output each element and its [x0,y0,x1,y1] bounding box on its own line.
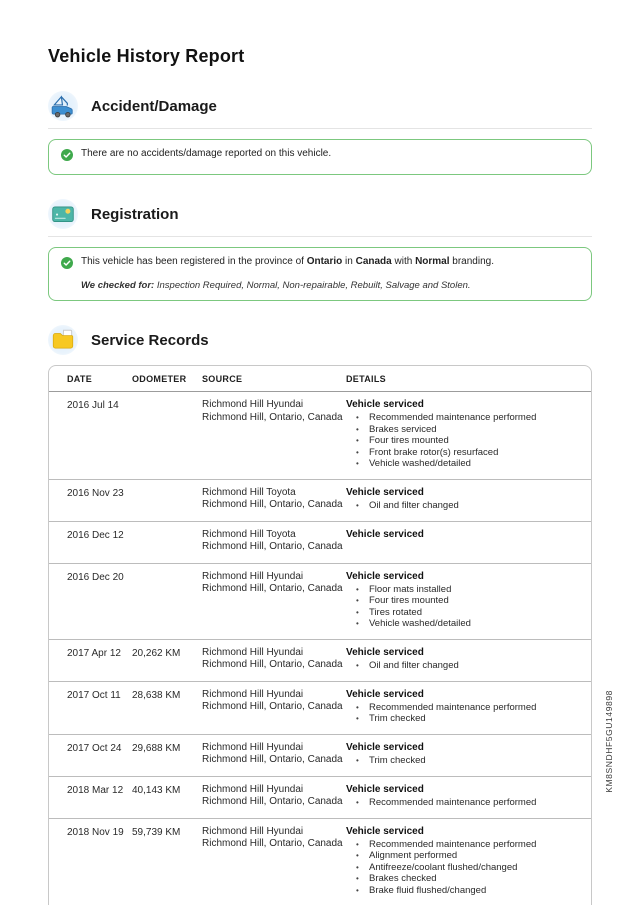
source-name: Richmond Hill Hyundai [202,784,346,797]
service-details [346,571,581,630]
source-name: Richmond Hill Hyundai [202,689,346,702]
bullet-icon: • [356,435,369,447]
service-date: 2016 Dec 20 [67,571,132,630]
bullet-icon: • [356,584,369,596]
registration-card-icon [48,199,78,229]
service-source [202,487,346,512]
service-date: 2016 Dec 12 [67,529,132,554]
details-item-text: Recommended maintenance performed [369,797,536,809]
source-name: Richmond Hill Toyota [202,529,346,542]
details-item [346,458,581,470]
source-location: Richmond Hill, Ontario, Canada [202,499,346,512]
details-item [346,435,581,447]
bullet-icon: • [356,412,369,424]
details-item-text: Tires rotated [369,607,422,619]
service-odometer [132,487,202,512]
check-circle-icon [61,256,73,274]
service-table-header [49,366,591,392]
service-odometer: 29,688 KM [132,742,202,767]
source-name: Richmond Hill Toyota [202,487,346,500]
tow-truck-icon [48,91,78,121]
column-header-source: SOURCE [202,374,346,384]
details-item-text: Trim checked [369,713,426,725]
details-item-text: Oil and filter changed [369,660,459,672]
bullet-icon: • [356,595,369,607]
details-item [346,850,581,862]
service-date: 2016 Jul 14 [67,399,132,470]
source-location: Richmond Hill, Ontario, Canada [202,412,346,425]
service-source [202,399,346,470]
details-title: Vehicle serviced [346,689,581,701]
table-row [49,776,591,818]
registration-status-line [61,255,579,274]
details-item-text: Vehicle washed/detailed [369,618,471,630]
details-item-text: Recommended maintenance performed [369,412,536,424]
service-source [202,529,346,554]
details-item-text: Brakes serviced [369,424,437,436]
column-header-odometer: ODOMETER [132,374,202,384]
section-divider [48,236,592,237]
table-row [49,639,591,681]
table-row [49,521,591,563]
details-title: Vehicle serviced [346,399,581,411]
bullet-icon: • [356,839,369,851]
page-title: Vehicle History Report [48,46,592,67]
accident-status-box [48,139,592,175]
service-details [346,487,581,512]
source-name: Richmond Hill Hyundai [202,571,346,584]
service-date: 2017 Apr 12 [67,647,132,672]
service-details [346,784,581,809]
details-item [346,424,581,436]
service-odometer [132,571,202,630]
service-details [346,742,581,767]
details-item [346,660,581,672]
service-source [202,689,346,725]
details-item-text: Vehicle washed/detailed [369,458,471,470]
check-circle-icon [61,148,73,166]
source-location: Richmond Hill, Ontario, Canada [202,838,346,851]
bullet-icon: • [356,660,369,672]
table-row [49,734,591,776]
details-item [346,500,581,512]
source-name: Richmond Hill Hyundai [202,742,346,755]
service-odometer: 28,638 KM [132,689,202,725]
bullet-icon: • [356,885,369,897]
registration-status-box [48,247,592,301]
source-location: Richmond Hill, Ontario, Canada [202,796,346,809]
service-odometer: 59,739 KM [132,826,202,897]
service-odometer: 20,262 KM [132,647,202,672]
table-row [49,681,591,734]
vin-number: KM8SNDHF5GU149898 [604,690,614,793]
service-records-table [48,365,592,905]
section-accident-damage [48,91,592,175]
bullet-icon: • [356,447,369,459]
service-date: 2016 Nov 23 [67,487,132,512]
source-name: Richmond Hill Hyundai [202,826,346,839]
source-name: Richmond Hill Hyundai [202,647,346,660]
details-item-text: Floor mats installed [369,584,451,596]
details-item [346,702,581,714]
details-item-text: Four tires mounted [369,435,449,447]
details-item-text: Trim checked [369,755,426,767]
service-details [346,529,581,554]
details-item [346,797,581,809]
table-row [49,818,591,905]
service-details [346,647,581,672]
source-location: Richmond Hill, Ontario, Canada [202,754,346,767]
service-source [202,647,346,672]
bullet-icon: • [356,713,369,725]
details-item [346,713,581,725]
details-item [346,447,581,459]
service-details [346,689,581,725]
bullet-icon: • [356,500,369,512]
details-item [346,873,581,885]
details-item-text: Alignment performed [369,850,457,862]
service-date: 2017 Oct 24 [67,742,132,767]
details-item-text: Front brake rotor(s) resurfaced [369,447,498,459]
bullet-icon: • [356,607,369,619]
details-title: Vehicle serviced [346,487,581,499]
bullet-icon: • [356,862,369,874]
source-name: Richmond Hill Hyundai [202,399,346,412]
details-item-text: Four tires mounted [369,595,449,607]
details-item [346,607,581,619]
accident-status-line [61,147,579,166]
bullet-icon: • [356,458,369,470]
service-source [202,742,346,767]
service-table-rows [49,392,591,905]
details-item [346,862,581,874]
section-registration [48,199,592,301]
source-location: Richmond Hill, Ontario, Canada [202,583,346,596]
section-divider [48,128,592,129]
table-row [49,563,591,639]
details-title: Vehicle serviced [346,784,581,796]
bullet-icon: • [356,424,369,436]
registration-section-title: Registration [91,206,179,223]
service-section-header [48,325,592,355]
service-date: 2017 Oct 11 [67,689,132,725]
details-item-text: Oil and filter changed [369,500,459,512]
details-item [346,595,581,607]
service-date: 2018 Mar 12 [67,784,132,809]
bullet-icon: • [356,755,369,767]
details-item [346,755,581,767]
service-date: 2018 Nov 19 [67,826,132,897]
service-odometer [132,529,202,554]
details-item-text: Recommended maintenance performed [369,702,536,714]
service-details [346,826,581,897]
registration-section-header [48,199,592,229]
details-title: Vehicle serviced [346,571,581,583]
column-header-details: DETAILS [346,374,581,384]
service-odometer [132,399,202,470]
details-item [346,412,581,424]
registration-checked-for: We checked for: Inspection Required, Normal, Non-repairable, Rebuilt, Salvage and Stolen. [81,280,579,291]
bullet-icon: • [356,850,369,862]
details-item-text: Brakes checked [369,873,437,885]
details-item [346,839,581,851]
bullet-icon: • [356,618,369,630]
service-source [202,571,346,630]
table-row [49,392,591,479]
source-location: Richmond Hill, Ontario, Canada [202,541,346,554]
details-item-text: Recommended maintenance performed [369,839,536,851]
column-header-date: DATE [67,374,132,384]
details-title: Vehicle serviced [346,742,581,754]
section-service-records [48,325,592,905]
bullet-icon: • [356,702,369,714]
source-location: Richmond Hill, Ontario, Canada [202,659,346,672]
registration-status-message: This vehicle has been registered in the province of Ontario in Canada with Normal branding. [81,255,494,268]
details-title: Vehicle serviced [346,529,581,541]
details-item-text: Brake fluid flushed/changed [369,885,486,897]
service-odometer: 40,143 KM [132,784,202,809]
service-source [202,826,346,897]
service-section-title: Service Records [91,332,209,349]
service-source [202,784,346,809]
details-title: Vehicle serviced [346,647,581,659]
bullet-icon: • [356,797,369,809]
details-title: Vehicle serviced [346,826,581,838]
accident-section-header [48,91,592,121]
details-item [346,885,581,897]
folder-icon [48,325,78,355]
details-item [346,618,581,630]
details-item [346,584,581,596]
accident-section-title: Accident/Damage [91,98,217,115]
service-details [346,399,581,470]
details-item-text: Antifreeze/coolant flushed/changed [369,862,517,874]
table-row [49,479,591,521]
source-location: Richmond Hill, Ontario, Canada [202,701,346,714]
bullet-icon: • [356,873,369,885]
accident-status-message: There are no accidents/damage reported on this vehicle. [81,147,331,160]
